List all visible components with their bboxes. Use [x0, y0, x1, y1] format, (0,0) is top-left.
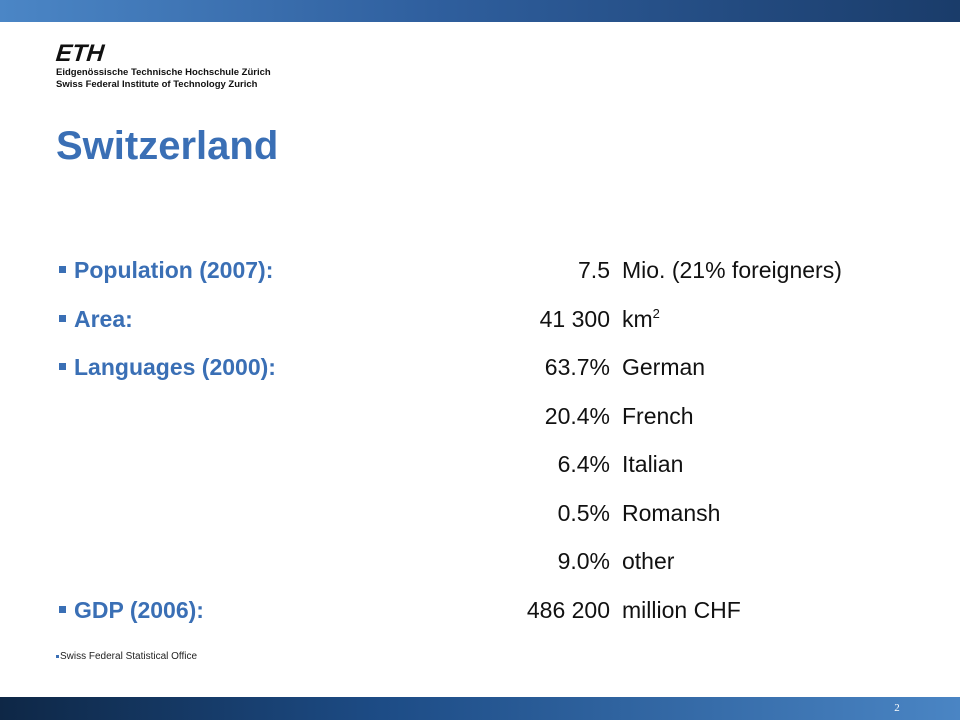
- fact-row-language-italian: [56, 442, 916, 491]
- fact-unit-text: km: [622, 305, 653, 332]
- fact-unit: Mio. (21% foreigners): [622, 257, 842, 283]
- fact-label: Area:: [74, 305, 133, 332]
- source-note: [56, 651, 197, 663]
- fact-row-language-romansh: [56, 491, 916, 540]
- fact-value: 0.5%: [557, 499, 610, 526]
- top-banner: [0, 0, 960, 22]
- fact-unit: French: [622, 402, 694, 429]
- fact-label: GDP (2006):: [74, 596, 204, 623]
- slide-title: Switzerland: [56, 124, 279, 168]
- page-number: 2: [894, 702, 900, 714]
- source-text: Swiss Federal Statistical Office: [60, 651, 198, 662]
- bullet-icon: [59, 606, 66, 613]
- fact-value: 20.4%: [544, 402, 610, 429]
- bullet-icon: [59, 266, 66, 273]
- eth-logo-line-german: Eidgenössische Technische Hochschule Zürich: [56, 67, 271, 78]
- fact-unit: Romansh: [622, 499, 721, 526]
- bullet-icon: [59, 315, 66, 322]
- fact-unit: [622, 297, 660, 341]
- eth-logo-mark: ETH: [54, 40, 106, 67]
- fact-unit: million CHF: [622, 596, 741, 623]
- fact-value: 41 300: [539, 305, 610, 332]
- facts-list: [56, 248, 916, 636]
- fact-unit: Italian: [622, 451, 684, 477]
- bullet-icon: [56, 655, 59, 658]
- eth-logo-line-english: Swiss Federal Institute of Technology Zurich: [56, 79, 258, 90]
- eth-logo: [56, 42, 271, 91]
- fact-value: 6.4%: [557, 451, 610, 477]
- fact-value: 7.5: [578, 257, 610, 283]
- fact-value: 486 200: [526, 596, 610, 623]
- fact-unit-superscript: 2: [652, 305, 660, 321]
- bottom-banner: [0, 697, 960, 720]
- fact-row-language-other: [56, 539, 916, 588]
- fact-row-area: [56, 297, 916, 346]
- fact-value: 63.7%: [544, 354, 610, 380]
- fact-value: 9.0%: [557, 548, 610, 574]
- fact-label: Languages (2000):: [74, 354, 276, 380]
- bullet-icon: [59, 363, 66, 370]
- fact-row-language-french: [56, 394, 916, 443]
- fact-row-population: [56, 248, 916, 297]
- fact-row-languages: [56, 345, 916, 394]
- fact-unit: other: [622, 548, 675, 574]
- fact-row-gdp: [56, 588, 916, 637]
- fact-label: Population (2007):: [74, 257, 274, 283]
- fact-unit: German: [622, 354, 706, 380]
